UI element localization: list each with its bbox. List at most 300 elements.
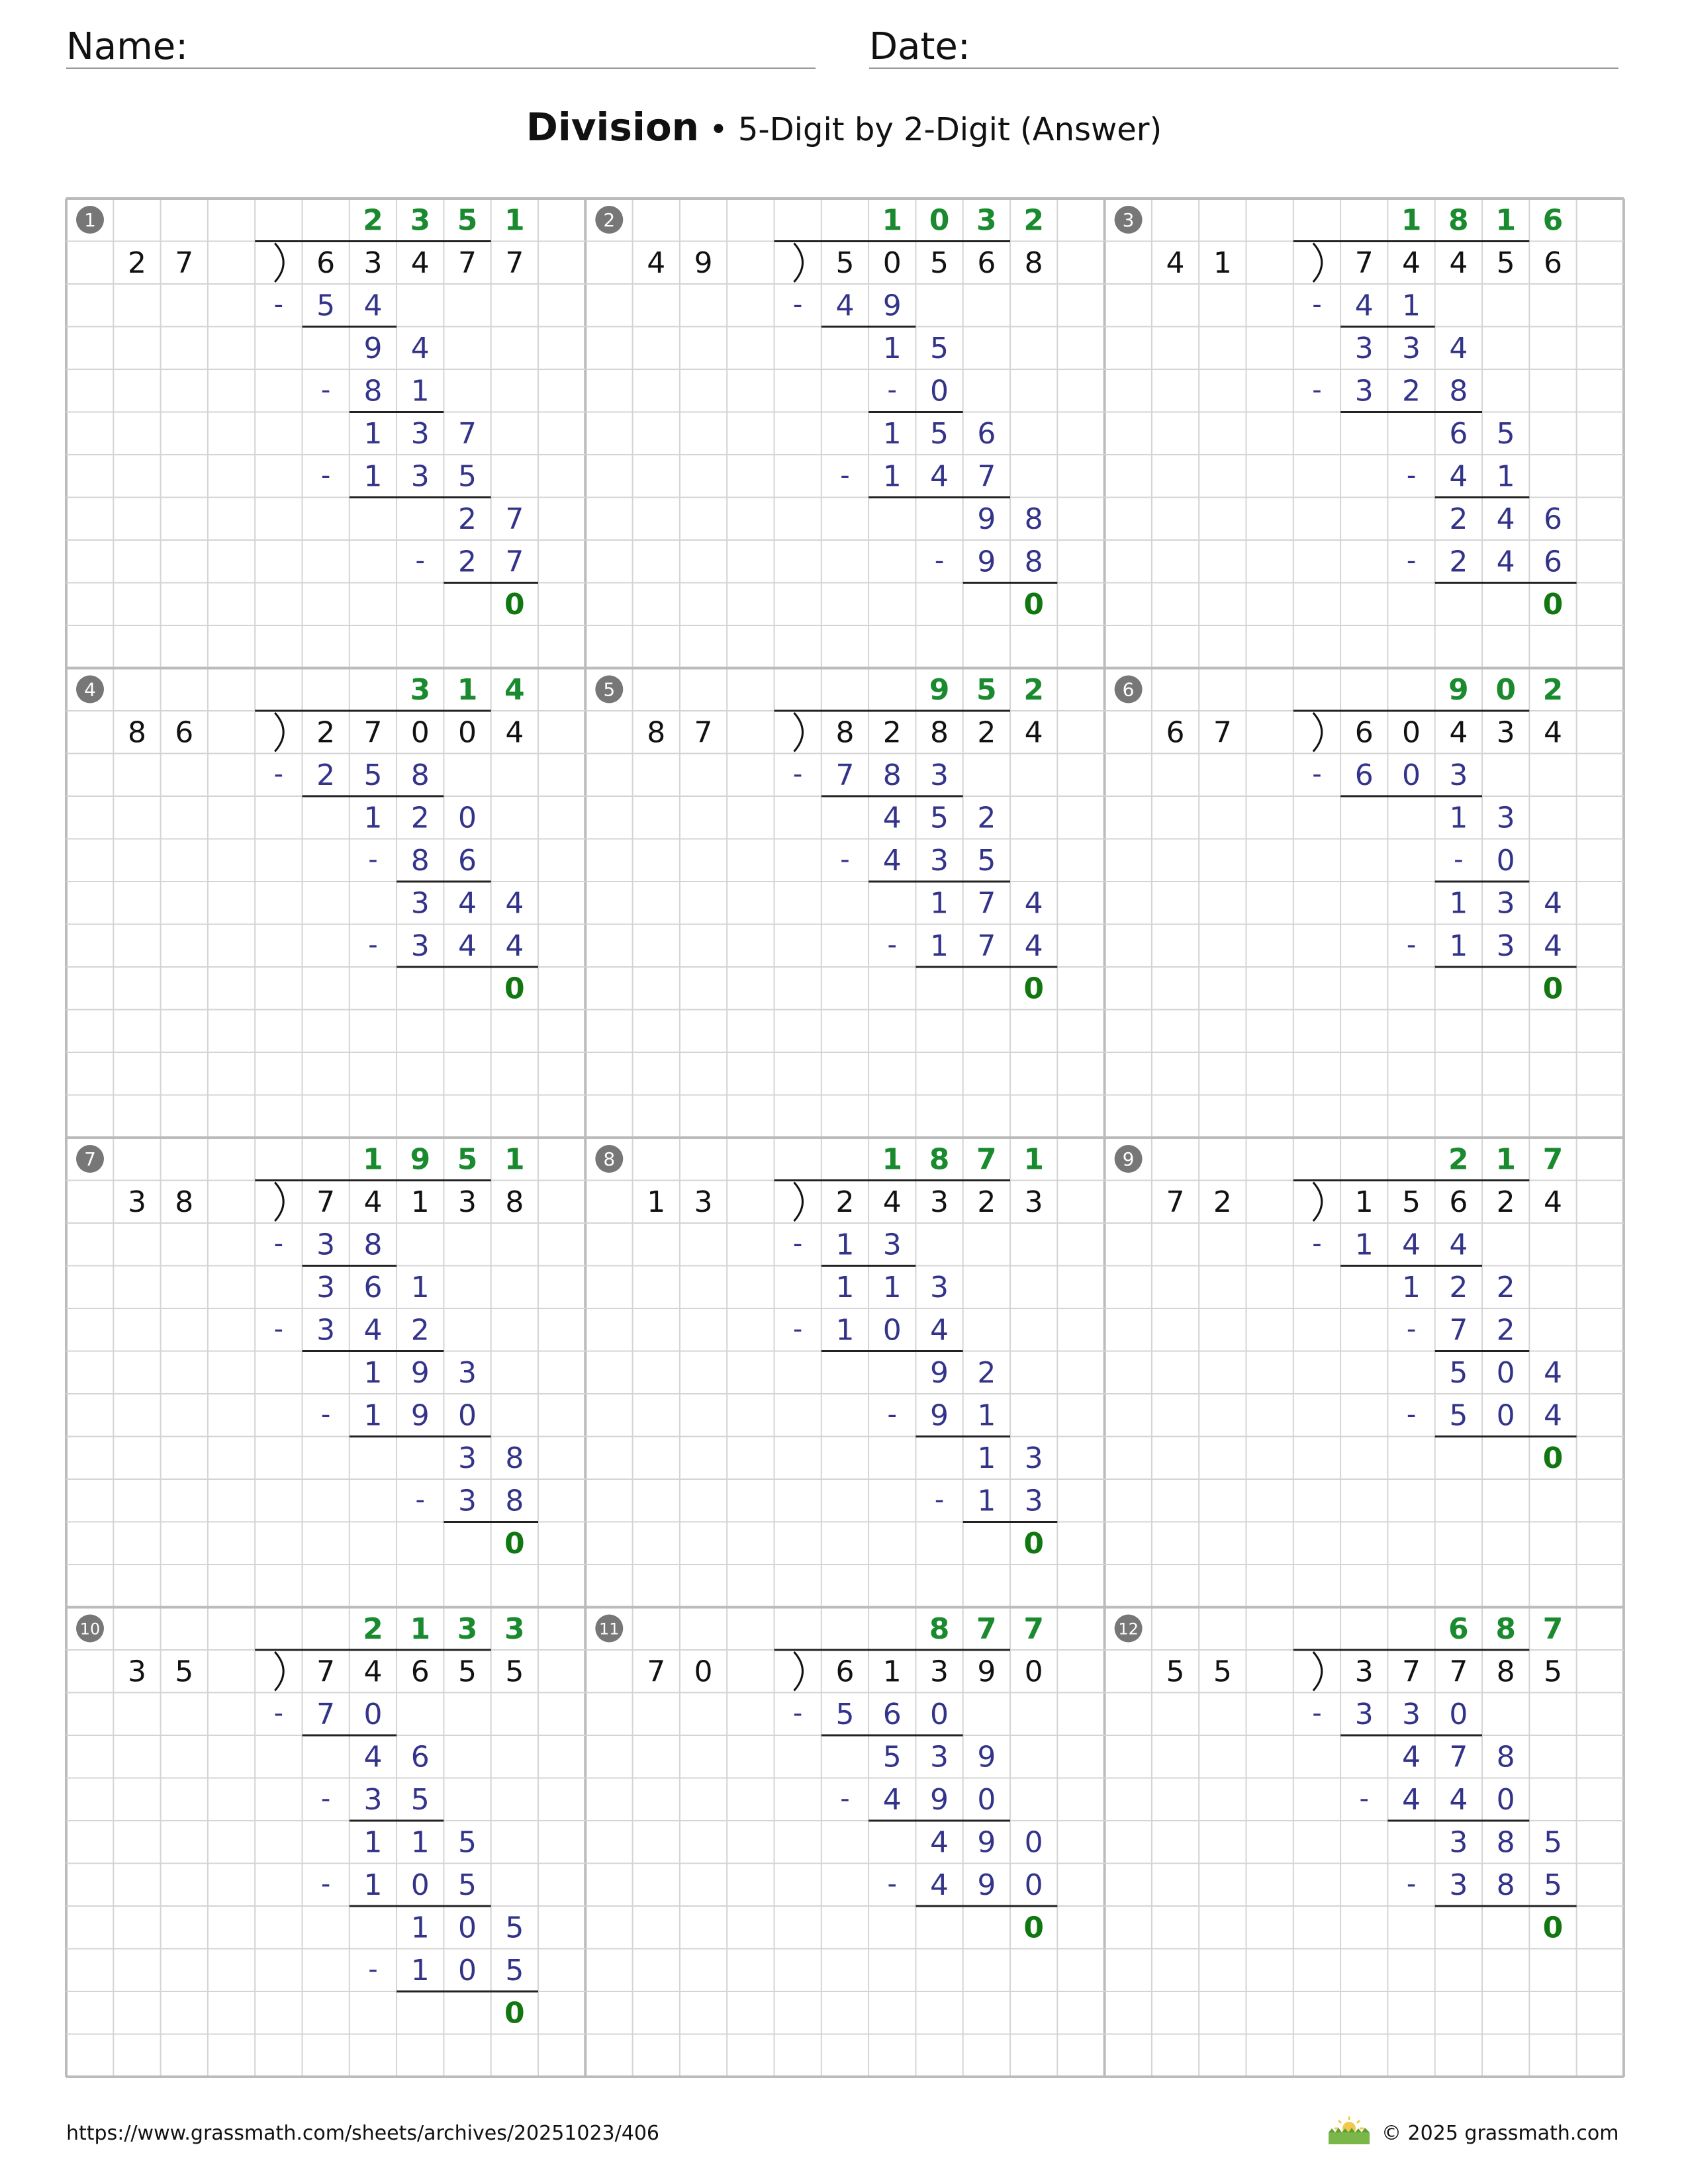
product-digit: 0 xyxy=(1449,1697,1468,1731)
product-digit: 2 xyxy=(316,758,336,792)
problem-number: 1 xyxy=(84,209,96,231)
divisor-digit: 1 xyxy=(1213,246,1232,280)
quotient-digit: 1 xyxy=(1495,203,1516,238)
remainder-digit: 4 xyxy=(930,1825,949,1860)
dividend-digit: 0 xyxy=(1024,1655,1043,1689)
dividend-digit: 0 xyxy=(458,715,477,750)
product-digit: 3 xyxy=(363,1782,383,1817)
quotient-digit: 3 xyxy=(410,203,431,238)
remainder-digit: 7 xyxy=(1449,1740,1468,1774)
product-digit: 6 xyxy=(458,843,477,878)
product-digit: 6 xyxy=(1543,545,1562,579)
product-digit: 4 xyxy=(1354,289,1374,323)
dividend-digit: 3 xyxy=(1354,1655,1374,1689)
remainder-digit: 9 xyxy=(977,502,996,536)
dividend-digit: 2 xyxy=(1496,1185,1515,1219)
remainder-digit: 5 xyxy=(458,1825,477,1860)
remainder-digit: 3 xyxy=(1402,331,1421,365)
remainder-digit: 9 xyxy=(977,1740,996,1774)
product-digit: 5 xyxy=(977,843,996,878)
product-digit: 1 xyxy=(977,1398,996,1433)
remainder-digit: 0 xyxy=(458,801,477,835)
quotient-digit: 7 xyxy=(976,1142,997,1177)
remainder-digit: 4 xyxy=(363,1740,383,1774)
remainder-digit: 8 xyxy=(1496,1740,1515,1774)
product-digit: 8 xyxy=(1024,545,1043,579)
remainder-digit: 4 xyxy=(1449,331,1468,365)
remainder-digit: 1 xyxy=(410,1911,430,1945)
divisor-digit: 8 xyxy=(175,1185,194,1219)
product-digit: 7 xyxy=(835,758,855,792)
dividend-digit: 0 xyxy=(410,715,430,750)
product-digit: 4 xyxy=(1449,1228,1468,1262)
title-separator: • xyxy=(698,111,738,148)
final-remainder: 0 xyxy=(1542,1441,1564,1475)
dividend-digit: 4 xyxy=(1449,246,1468,280)
minus-sign: - xyxy=(934,545,945,576)
dividend-digit: 4 xyxy=(1449,715,1468,750)
minus-sign: - xyxy=(273,1314,284,1345)
divisor-digit: 8 xyxy=(127,715,146,750)
remainder-digit: 1 xyxy=(410,1270,430,1304)
minus-sign: - xyxy=(1406,929,1417,960)
product-digit: 7 xyxy=(505,545,524,579)
minus-sign: - xyxy=(792,289,803,320)
quotient-digit: 5 xyxy=(457,1142,478,1177)
minus-sign: - xyxy=(887,929,897,960)
division-bracket xyxy=(275,1652,283,1691)
remainder-digit: 1 xyxy=(882,331,902,365)
minus-sign: - xyxy=(273,758,284,790)
remainder-digit: 7 xyxy=(505,502,524,536)
dividend-digit: 4 xyxy=(505,715,524,750)
problem-number: 3 xyxy=(1122,209,1135,231)
dividend-digit: 5 xyxy=(458,1655,477,1689)
division-bracket xyxy=(275,1183,283,1222)
quotient-digit: 9 xyxy=(929,672,950,707)
remainder-digit: 3 xyxy=(410,886,430,921)
product-digit: 0 xyxy=(930,374,949,408)
product-digit: 3 xyxy=(930,843,949,878)
minus-sign: - xyxy=(1359,1783,1369,1814)
minus-sign: - xyxy=(415,545,425,576)
minus-sign: - xyxy=(792,1698,803,1729)
product-digit: 2 xyxy=(410,1313,430,1347)
divisor-digit: 5 xyxy=(175,1655,194,1689)
product-digit: 5 xyxy=(316,289,336,323)
quotient-digit: 6 xyxy=(1448,1612,1469,1646)
remainder-digit: 1 xyxy=(363,1355,383,1390)
dividend-digit: 5 xyxy=(1543,1655,1562,1689)
remainder-digit: 1 xyxy=(835,1270,855,1304)
remainder-digit: 5 xyxy=(505,1911,524,1945)
remainder-digit: 4 xyxy=(882,801,902,835)
quotient-digit: 7 xyxy=(976,1612,997,1646)
divisor-digit: 5 xyxy=(1213,1655,1232,1689)
remainder-digit: 4 xyxy=(1024,886,1043,921)
product-digit: 3 xyxy=(930,758,949,792)
date-label: Date: xyxy=(869,25,970,68)
product-digit: 7 xyxy=(316,1697,336,1731)
name-label: Name: xyxy=(66,25,189,68)
quotient-digit: 1 xyxy=(882,203,903,238)
product-digit: 4 xyxy=(1449,459,1468,494)
quotient-digit: 3 xyxy=(410,672,431,707)
product-digit: 1 xyxy=(363,1868,383,1902)
product-digit: 1 xyxy=(1496,459,1515,494)
minus-sign: - xyxy=(1406,1868,1417,1899)
dividend-digit: 4 xyxy=(1543,715,1562,750)
minus-sign: - xyxy=(887,375,897,406)
product-digit: 3 xyxy=(316,1228,336,1262)
product-digit: 1 xyxy=(410,374,430,408)
minus-sign: - xyxy=(415,1484,425,1516)
division-bracket xyxy=(275,713,283,752)
remainder-digit: 1 xyxy=(1449,886,1468,921)
problem-number: 2 xyxy=(603,209,616,231)
remainder-digit: 0 xyxy=(1024,1825,1043,1860)
dividend-digit: 1 xyxy=(1354,1185,1374,1219)
remainder-digit: 2 xyxy=(458,502,477,536)
quotient-digit: 1 xyxy=(882,1142,903,1177)
product-digit: 0 xyxy=(1024,1868,1043,1902)
remainder-digit: 1 xyxy=(882,416,902,451)
dividend-digit: 6 xyxy=(410,1655,430,1689)
dividend-digit: 7 xyxy=(458,246,477,280)
division-bracket xyxy=(794,244,803,283)
product-digit: 1 xyxy=(977,1484,996,1518)
remainder-digit: 8 xyxy=(505,1441,524,1475)
product-digit: 8 xyxy=(363,374,383,408)
remainder-digit: 9 xyxy=(930,1355,949,1390)
remainder-digit: 2 xyxy=(1449,502,1468,536)
remainder-digit: 2 xyxy=(410,801,430,835)
product-digit: 4 xyxy=(1402,1782,1421,1817)
minus-sign: - xyxy=(1312,1698,1322,1729)
dividend-digit: 6 xyxy=(1449,1185,1468,1219)
remainder-digit: 6 xyxy=(1543,502,1562,536)
product-digit: 4 xyxy=(363,1313,383,1347)
dividend-digit: 2 xyxy=(977,715,996,750)
minus-sign: - xyxy=(840,460,850,491)
dividend-digit: 3 xyxy=(1496,715,1515,750)
remainder-digit: 1 xyxy=(977,1441,996,1475)
remainder-digit: 0 xyxy=(458,1911,477,1945)
dividend-digit: 9 xyxy=(977,1655,996,1689)
dividend-digit: 7 xyxy=(363,715,383,750)
division-bracket xyxy=(275,244,283,283)
divisor-digit: 4 xyxy=(647,246,666,280)
dividend-digit: 8 xyxy=(930,715,949,750)
remainder-digit: 3 xyxy=(930,1740,949,1774)
dividend-digit: 6 xyxy=(977,246,996,280)
quotient-digit: 1 xyxy=(457,672,478,707)
minus-sign: - xyxy=(840,844,850,875)
remainder-digit: 5 xyxy=(1449,1355,1468,1390)
quotient-digit: 1 xyxy=(1023,1142,1044,1177)
minus-sign: - xyxy=(273,289,284,320)
product-digit: 8 xyxy=(1449,374,1468,408)
divisor-digit: 5 xyxy=(1166,1655,1185,1689)
product-digit: 1 xyxy=(363,1398,383,1433)
product-digit: 7 xyxy=(977,459,996,494)
dividend-digit: 8 xyxy=(835,715,855,750)
remainder-digit: 4 xyxy=(410,331,430,365)
final-remainder: 0 xyxy=(504,587,525,621)
division-bracket xyxy=(794,713,803,752)
product-digit: 0 xyxy=(1496,1782,1515,1817)
dividend-digit: 6 xyxy=(1543,246,1562,280)
product-digit: 1 xyxy=(882,459,902,494)
remainder-digit: 2 xyxy=(977,1355,996,1390)
minus-sign: - xyxy=(934,1484,945,1516)
quotient-digit: 5 xyxy=(457,203,478,238)
quotient-digit: 2 xyxy=(363,203,383,238)
dividend-digit: 6 xyxy=(835,1655,855,1689)
quotient-digit: 5 xyxy=(976,672,997,707)
product-digit: 0 xyxy=(363,1697,383,1731)
divisor-digit: 2 xyxy=(127,246,146,280)
product-digit: 8 xyxy=(882,758,902,792)
product-digit: 7 xyxy=(977,929,996,963)
quotient-digit: 3 xyxy=(457,1612,478,1646)
final-remainder: 0 xyxy=(1023,1526,1044,1561)
product-digit: 1 xyxy=(835,1228,855,1262)
problem-number: 5 xyxy=(603,678,616,701)
remainder-digit: 3 xyxy=(1354,331,1374,365)
remainder-digit: 0 xyxy=(1496,1355,1515,1390)
final-remainder: 0 xyxy=(1542,1911,1564,1945)
product-digit: 4 xyxy=(363,289,383,323)
quotient-digit: 2 xyxy=(363,1612,383,1646)
product-digit: 4 xyxy=(930,1868,949,1902)
dividend-digit: 7 xyxy=(316,1185,336,1219)
dividend-digit: 7 xyxy=(1449,1655,1468,1689)
product-digit: 2 xyxy=(1402,374,1421,408)
product-digit: 3 xyxy=(882,1228,902,1262)
product-digit: 1 xyxy=(1449,929,1468,963)
product-digit: 1 xyxy=(1354,1228,1374,1262)
minus-sign: - xyxy=(1454,844,1464,875)
quotient-digit: 2 xyxy=(1023,203,1044,238)
remainder-digit: 5 xyxy=(1543,1825,1562,1860)
problem-number: 7 xyxy=(84,1148,96,1170)
dividend-digit: 4 xyxy=(882,1185,902,1219)
product-digit: 9 xyxy=(977,545,996,579)
product-digit: 1 xyxy=(1402,289,1421,323)
dividend-digit: 2 xyxy=(977,1185,996,1219)
problem-number: 4 xyxy=(84,678,96,701)
dividend-digit: 0 xyxy=(1402,715,1421,750)
product-digit: 3 xyxy=(316,1313,336,1347)
dividend-digit: 8 xyxy=(505,1185,524,1219)
dividend-digit: 7 xyxy=(505,246,524,280)
remainder-digit: 2 xyxy=(1449,1270,1468,1304)
product-digit: 1 xyxy=(363,459,383,494)
product-digit: 8 xyxy=(1496,1868,1515,1902)
product-digit: 4 xyxy=(458,929,477,963)
remainder-digit: 1 xyxy=(410,1825,430,1860)
dividend-digit: 8 xyxy=(1496,1655,1515,1689)
minus-sign: - xyxy=(792,1314,803,1345)
quotient-digit: 2 xyxy=(1448,1142,1469,1177)
dividend-digit: 5 xyxy=(1402,1185,1421,1219)
dividend-digit: 4 xyxy=(410,246,430,280)
dividend-digit: 5 xyxy=(505,1655,524,1689)
dividend-digit: 4 xyxy=(363,1185,383,1219)
product-digit: 3 xyxy=(1354,374,1374,408)
product-digit: 3 xyxy=(410,459,430,494)
product-digit: 6 xyxy=(882,1697,902,1731)
product-digit: 8 xyxy=(410,758,430,792)
product-digit: 3 xyxy=(1449,1868,1468,1902)
division-bracket xyxy=(794,1652,803,1691)
problem-number: 9 xyxy=(1122,1148,1135,1170)
product-digit: 0 xyxy=(977,1782,996,1817)
title-subtitle: 5-Digit by 2-Digit (Answer) xyxy=(737,111,1162,148)
product-digit: 5 xyxy=(363,758,383,792)
product-digit: 4 xyxy=(1496,545,1515,579)
product-digit: 2 xyxy=(1496,1313,1515,1347)
remainder-digit: 1 xyxy=(1402,1270,1421,1304)
product-digit: 5 xyxy=(835,1697,855,1731)
quotient-digit: 1 xyxy=(504,1142,525,1177)
minus-sign: - xyxy=(792,758,803,790)
remainder-digit: 4 xyxy=(1402,1740,1421,1774)
minus-sign: - xyxy=(1406,460,1417,491)
product-digit: 4 xyxy=(1543,929,1562,963)
product-digit: 9 xyxy=(882,289,902,323)
remainder-digit: 8 xyxy=(1024,502,1043,536)
division-bracket xyxy=(1313,1652,1322,1691)
remainder-digit: 2 xyxy=(1496,1270,1515,1304)
minus-sign: - xyxy=(368,929,378,960)
dividend-digit: 4 xyxy=(363,1655,383,1689)
product-digit: 9 xyxy=(930,1782,949,1817)
divisor-digit: 4 xyxy=(1166,246,1185,280)
dividend-digit: 8 xyxy=(1024,246,1043,280)
minus-sign: - xyxy=(1312,758,1322,790)
divisor-digit: 7 xyxy=(647,1655,666,1689)
product-digit: 4 xyxy=(882,843,902,878)
quotient-digit: 7 xyxy=(1023,1612,1044,1646)
product-digit: 5 xyxy=(458,1868,477,1902)
dividend-digit: 1 xyxy=(882,1655,902,1689)
product-digit: 4 xyxy=(1449,1782,1468,1817)
remainder-digit: 4 xyxy=(1543,886,1562,921)
remainder-digit: 5 xyxy=(882,1740,902,1774)
remainder-digit: 3 xyxy=(410,416,430,451)
divisor-digit: 6 xyxy=(1166,715,1185,750)
division-bracket xyxy=(1313,1183,1322,1222)
minus-sign: - xyxy=(368,844,378,875)
quotient-digit: 3 xyxy=(504,1612,525,1646)
minus-sign: - xyxy=(887,1868,897,1899)
remainder-digit: 6 xyxy=(977,416,996,451)
quotient-digit: 2 xyxy=(1023,672,1044,707)
quotient-digit: 3 xyxy=(976,203,997,238)
division-bracket xyxy=(794,1183,803,1222)
footer-url: https://www.grassmath.com/sheets/archives/20251023/406 xyxy=(66,2122,660,2145)
divisor-digit: 1 xyxy=(647,1185,666,1219)
quotient-digit: 9 xyxy=(1448,672,1469,707)
problem-number: 6 xyxy=(1122,678,1135,701)
dividend-digit: 3 xyxy=(930,1655,949,1689)
final-remainder: 0 xyxy=(1023,1911,1044,1945)
divisor-digit: 7 xyxy=(1213,715,1232,750)
quotient-digit: 0 xyxy=(1495,672,1516,707)
dividend-digit: 3 xyxy=(930,1185,949,1219)
remainder-digit: 2 xyxy=(977,801,996,835)
dividend-digit: 5 xyxy=(930,246,949,280)
minus-sign: - xyxy=(840,1783,850,1814)
divisor-digit: 3 xyxy=(694,1185,713,1219)
product-digit: 3 xyxy=(410,929,430,963)
remainder-digit: 5 xyxy=(930,416,949,451)
product-digit: 6 xyxy=(1354,758,1374,792)
divisor-digit: 8 xyxy=(647,715,666,750)
divisor-digit: 3 xyxy=(127,1655,146,1689)
product-digit: 0 xyxy=(458,1953,477,1987)
product-digit: 8 xyxy=(363,1228,383,1262)
dividend-digit: 7 xyxy=(1354,246,1374,280)
product-digit: 3 xyxy=(1354,1697,1374,1731)
minus-sign: - xyxy=(320,1399,331,1430)
remainder-digit: 8 xyxy=(1496,1825,1515,1860)
dividend-digit: 2 xyxy=(882,715,902,750)
product-digit: 0 xyxy=(410,1868,430,1902)
quotient-digit: 1 xyxy=(363,1142,383,1177)
remainder-digit: 3 xyxy=(316,1270,336,1304)
minus-sign: - xyxy=(1312,1228,1322,1259)
final-remainder: 0 xyxy=(1023,587,1044,621)
final-remainder: 0 xyxy=(1023,972,1044,1006)
remainder-digit: 6 xyxy=(363,1270,383,1304)
minus-sign: - xyxy=(1406,545,1417,576)
remainder-digit: 9 xyxy=(977,1825,996,1860)
quotient-digit: 6 xyxy=(1542,203,1564,238)
dividend-digit: 4 xyxy=(1543,1185,1562,1219)
divisor-digit: 7 xyxy=(1166,1185,1185,1219)
product-digit: 3 xyxy=(1402,1697,1421,1731)
product-digit: 0 xyxy=(1402,758,1421,792)
remainder-digit: 3 xyxy=(458,1441,477,1475)
remainder-digit: 1 xyxy=(363,801,383,835)
product-digit: 5 xyxy=(1449,1398,1468,1433)
divisor-digit: 7 xyxy=(694,715,713,750)
remainder-digit: 9 xyxy=(410,1355,430,1390)
remainder-digit: 4 xyxy=(1543,1355,1562,1390)
dividend-digit: 0 xyxy=(882,246,902,280)
divisor-digit: 0 xyxy=(694,1655,713,1689)
quotient-digit: 1 xyxy=(1495,1142,1516,1177)
product-digit: 4 xyxy=(1024,929,1043,963)
title-main: Division xyxy=(526,105,699,150)
remainder-digit: 1 xyxy=(363,416,383,451)
grassmath-logo-icon xyxy=(1326,2115,1372,2146)
quotient-digit: 7 xyxy=(1542,1142,1564,1177)
divisor-digit: 3 xyxy=(127,1185,146,1219)
division-bracket xyxy=(1313,713,1322,752)
division-bracket xyxy=(1313,244,1322,283)
quotient-digit: 4 xyxy=(504,672,525,707)
product-digit: 4 xyxy=(930,1313,949,1347)
product-digit: 4 xyxy=(1543,1398,1562,1433)
quotient-digit: 0 xyxy=(929,203,950,238)
problem-number: 10 xyxy=(79,1619,101,1639)
final-remainder: 0 xyxy=(504,972,525,1006)
minus-sign: - xyxy=(320,1783,331,1814)
